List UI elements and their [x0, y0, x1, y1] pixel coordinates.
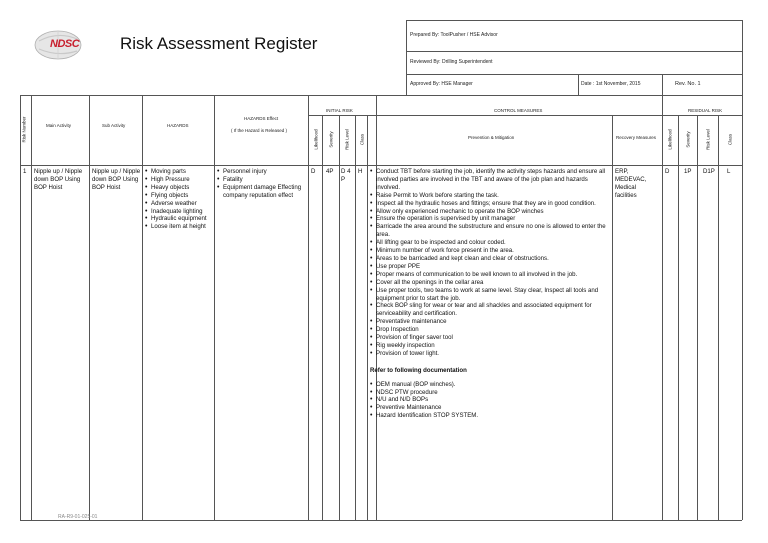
- list-item: • Minimum number of work force present in the area.: [370, 247, 610, 255]
- main-activity: Nipple up / Nipple down BOP Using BOP Hoist: [34, 168, 83, 191]
- list-item: • Moving parts: [145, 168, 213, 176]
- residual-risk-header: RESIDUAL RISK: [688, 108, 723, 113]
- list-item: • Use proper PPE: [370, 263, 610, 271]
- list-item: • Flying objects: [145, 192, 213, 200]
- initial-severity: 4P: [326, 168, 334, 175]
- list-item: • Drop Inspection: [370, 326, 610, 334]
- initial-likelihood: D: [311, 168, 316, 175]
- revision-number: Rev. No. 1: [675, 81, 701, 87]
- prevention-header: Prevention & Mitigation: [468, 135, 515, 140]
- list-item: • NDSC PTW procedure: [370, 389, 610, 397]
- initial-class-header: Class: [359, 133, 365, 146]
- residual-likelihood: D: [665, 168, 670, 175]
- residual-risk-level: D1P: [703, 168, 715, 175]
- effects-list: [217, 168, 305, 200]
- hazards-effect-note: ( If the Hazard is Released ): [231, 128, 288, 133]
- list-item: • Conduct TBT before starting the job, identify the activity steps hazards and ensure all involved parties are involved in the TBT and aware of the job plan and hazards involved.: [370, 168, 610, 192]
- residual-class: L: [727, 168, 731, 175]
- list-item: • Provision of finger saver tool: [370, 334, 610, 342]
- residual-class-header: Class: [727, 133, 733, 146]
- list-item: • Allow only experienced mechanic to operate the BOP winches: [370, 208, 610, 216]
- risk-number-header: Risk Number: [21, 116, 27, 143]
- list-item: • Proper means of communication to be well known to all involved in the job.: [370, 271, 610, 279]
- list-item: • Loose item at height: [145, 223, 213, 231]
- company-logo: [33, 27, 91, 63]
- prevention-measures: [370, 168, 610, 420]
- prepared-by: Prepared By: ToolPusher / HSE Advisor: [410, 32, 498, 38]
- list-item: • Provision of tower light.: [370, 350, 610, 358]
- list-item: • Preventive Maintenance: [370, 404, 610, 412]
- control-measures-header: CONTROL MEASURES: [494, 108, 543, 113]
- residual-likelihood-header: Likelihood: [667, 129, 673, 150]
- residual-severity: 1P: [684, 168, 692, 175]
- documentation-heading: Refer to following documentation: [370, 366, 467, 374]
- residual-risk-level-header: Risk Level: [705, 129, 711, 150]
- logo-text: NDSC: [50, 38, 80, 50]
- hazards-header: HAZARDS: [167, 123, 189, 128]
- list-item: • All lifting gear to be inspected and colour coded.: [370, 239, 610, 247]
- recovery-measures: ERP, MEDEVAC, Medical facilities: [615, 168, 647, 199]
- list-item: • Equipment damage Effecting company reputation effect: [217, 184, 305, 200]
- initial-risk-header: INITIAL RISK: [326, 108, 353, 113]
- list-item: • Barricade the area around the substructure and ensure no one is allowed to enter the area.: [370, 223, 610, 239]
- document-date: Date : 1st November, 2015: [581, 81, 641, 87]
- list-item: • Hazard Identification STOP SYSTEM.: [370, 412, 610, 420]
- initial-severity-header: Severity: [328, 131, 334, 148]
- list-item: • Personnel injury: [217, 168, 305, 176]
- main-activity-header: Main Activity: [46, 123, 72, 128]
- list-item: • OEM manual (BOP winches).: [370, 381, 610, 389]
- initial-risk-level-header: Risk Level: [344, 129, 350, 150]
- initial-likelihood-header: Likelihood: [313, 129, 319, 150]
- reviewed-by: Reviewed By: Drilling Superintendent: [410, 59, 493, 65]
- hazards-list: [145, 168, 213, 231]
- list-item: • Rig weekly inspection: [370, 342, 610, 350]
- list-item: • Areas to be barricaded and kept clean and clear of obstructions.: [370, 255, 610, 263]
- list-item: • Inadequate lighting: [145, 208, 213, 216]
- list-item: • Cover all the openings in the cellar area: [370, 279, 610, 287]
- initial-class: H: [358, 168, 363, 175]
- list-item: • N/U and N/D BOPs: [370, 396, 610, 404]
- list-item: • Preventative maintenance: [370, 318, 610, 326]
- list-item: • Fatality: [217, 176, 305, 184]
- approved-by: Approved By: HSE Manager: [410, 81, 473, 87]
- list-item: • Inspect all the hydraulic hoses and fittings; ensure that they are in good condition.: [370, 200, 610, 208]
- sub-activity: Nipple up / Nipple down BOP Using BOP Hoist: [92, 168, 141, 191]
- sub-activity-header: Sub Activity: [102, 123, 126, 128]
- list-item: • Adverse weather: [145, 200, 213, 208]
- page-title: Risk Assessment Register: [120, 34, 318, 53]
- initial-risk-level: D 4P: [341, 168, 351, 183]
- residual-severity-header: Severity: [685, 131, 691, 148]
- list-item: • Ensure the operation is supervised by unit manager: [370, 215, 610, 223]
- document-code: RA-R9-01-025-01: [58, 514, 98, 520]
- list-item: • Hydraulic equipment: [145, 215, 213, 223]
- hazards-effect-header: HAZARDS Effect: [244, 116, 279, 121]
- list-item: • Raise Permit to Work before starting the task.: [370, 192, 610, 200]
- recovery-header: Recovery Measures: [616, 135, 657, 140]
- list-item: • Check BOP sling for wear or tear and all shackles and associated equipment for serviceability and certification.: [370, 302, 610, 318]
- list-item: • High Pressure: [145, 176, 213, 184]
- list-item: • Heavy objects: [145, 184, 213, 192]
- risk-number: 1: [23, 168, 27, 175]
- list-item: • Use proper tools, two teams to work at same level. Stay clear, Inspect all tools and equipment prior to start the job.: [370, 287, 610, 303]
